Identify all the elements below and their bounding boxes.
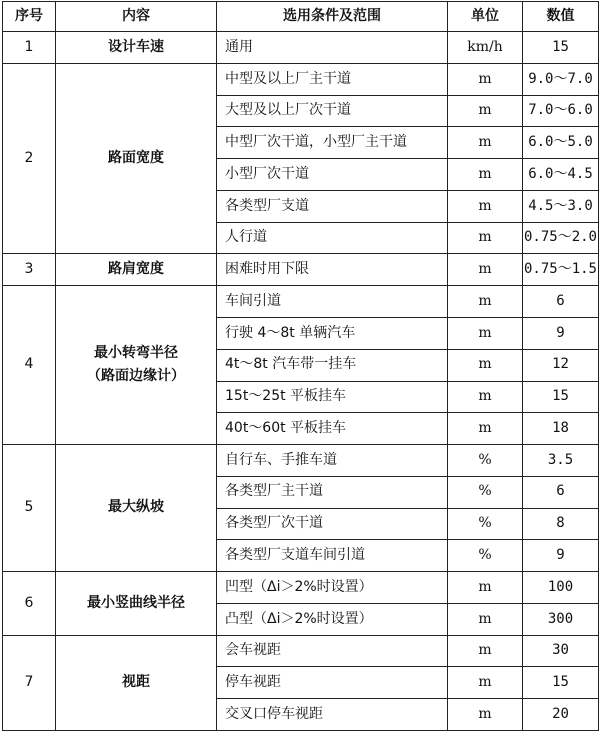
value-cell: 7.0～6.0 [523,95,599,127]
value-cell: 6 [523,286,599,318]
unit-cell: m [448,381,523,413]
unit-cell: % [448,508,523,540]
header-unit: 单位 [448,2,523,32]
condition-cell: 行驶 4～8t 单辆汽车 [217,318,448,350]
unit-cell: % [448,445,523,477]
condition-cell: 各类型厂支道车间引道 [217,540,448,572]
unit-cell: % [448,476,523,508]
unit-cell: m [448,603,523,635]
unit-cell: m [448,286,523,318]
content-label: 视距 [122,674,150,691]
table-row [3,635,599,667]
condition-cell: 各类型厂主干道 [217,476,448,508]
content-cell [56,445,217,572]
condition-cell: 交叉口停车视距 [217,699,448,731]
unit-cell: m [448,667,523,699]
table-row [3,63,599,95]
unit-cell: m [448,190,523,222]
value-cell: 4.5～3.0 [523,190,599,222]
value-cell: 30 [523,635,599,667]
condition-cell: 中型及以上厂主干道 [217,63,448,95]
table-row [3,572,599,604]
value-cell: 20 [523,699,599,731]
condition-cell: 各类型厂支道 [217,190,448,222]
condition-cell: 困难时用下限 [217,254,448,286]
content-cell [56,286,217,445]
content-label: 路面宽度 [108,149,164,166]
content-label: 路肩宽度 [108,261,164,278]
content-cell [56,635,217,730]
condition-cell: 凹型（Δi＞2%时设置） [217,572,448,604]
unit-cell: % [448,540,523,572]
header-seq: 序号 [3,2,56,32]
content-cell [56,63,217,254]
value-cell: 12 [523,349,599,381]
seq-cell: 4 [3,286,56,445]
seq-cell: 1 [3,32,56,64]
condition-cell: 人行道 [217,222,448,254]
value-cell: 18 [523,413,599,445]
unit-cell: m [448,349,523,381]
value-cell: 6.0～4.5 [523,159,599,191]
table-row [3,445,599,477]
table-row [3,286,599,318]
spec-table-body [3,2,599,731]
condition-cell: 凸型（Δi＞2%时设置） [217,603,448,635]
seq-cell: 2 [3,63,56,254]
condition-cell: 4t～8t 汽车带一挂车 [217,349,448,381]
content-sublabel: （路面边缘计） [87,368,185,385]
unit-cell: m [448,699,523,731]
condition-cell: 车间引道 [217,286,448,318]
seq-cell: 3 [3,254,56,286]
condition-cell: 15t～25t 平板挂车 [217,381,448,413]
seq-cell: 5 [3,445,56,572]
header-condition: 选用条件及范围 [217,2,448,32]
value-cell: 6.0～5.0 [523,127,599,159]
value-cell: 0.75～2.0 [523,222,599,254]
table-row [3,254,599,286]
condition-cell: 会车视距 [217,635,448,667]
table-row [3,32,599,64]
seq-cell: 7 [3,635,56,730]
value-cell: 9 [523,540,599,572]
condition-cell: 通用 [217,32,448,64]
unit-cell: m [448,318,523,350]
value-cell: 15 [523,32,599,64]
content-label: 设计车速 [108,38,164,55]
value-cell: 15 [523,381,599,413]
condition-cell: 小型厂次干道 [217,159,448,191]
header-content: 内容 [56,2,217,32]
condition-cell: 40t～60t 平板挂车 [217,413,448,445]
content-cell [56,32,217,64]
condition-cell: 各类型厂次干道 [217,508,448,540]
header-row [3,2,599,32]
condition-cell: 自行车、手推车道 [217,445,448,477]
condition-cell: 大型及以上厂次干道 [217,95,448,127]
value-cell: 3.5 [523,445,599,477]
value-cell: 300 [523,603,599,635]
condition-cell: 停车视距 [217,667,448,699]
unit-cell: m [448,63,523,95]
condition-cell: 中型厂次干道，小型厂主干道 [217,127,448,159]
content-cell [56,572,217,636]
spec-table [2,1,599,731]
value-cell: 9 [523,318,599,350]
header-value: 数值 [523,2,599,32]
value-cell: 100 [523,572,599,604]
unit-cell: km/h [448,32,523,64]
value-cell: 0.75～1.5 [523,254,599,286]
unit-cell: m [448,413,523,445]
value-cell: 8 [523,508,599,540]
value-cell: 15 [523,667,599,699]
content-label: 最小竖曲线半径 [87,594,185,611]
unit-cell: m [448,127,523,159]
unit-cell: m [448,95,523,127]
unit-cell: m [448,254,523,286]
seq-cell: 6 [3,572,56,636]
unit-cell: m [448,572,523,604]
unit-cell: m [448,159,523,191]
value-cell: 6 [523,476,599,508]
unit-cell: m [448,635,523,667]
content-label: 最小转弯半径 [94,344,178,361]
content-label: 最大纵坡 [108,499,164,516]
content-cell [56,254,217,286]
value-cell: 9.0～7.0 [523,63,599,95]
unit-cell: m [448,222,523,254]
